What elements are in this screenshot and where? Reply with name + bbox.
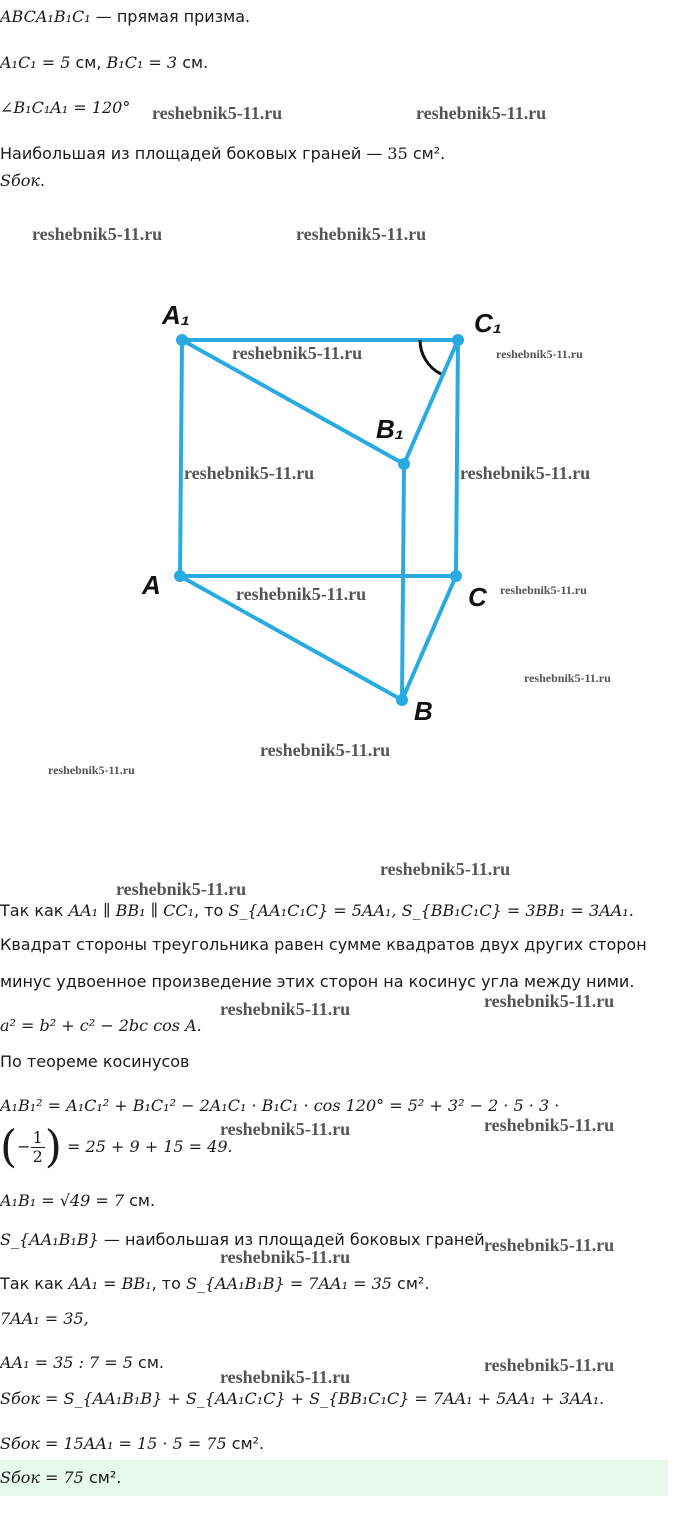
watermark: reshebnik5-11.ru (220, 999, 351, 1019)
s10-unit: см². (391, 1274, 430, 1293)
s12-unit: см. (132, 1353, 165, 1372)
solution-step-2: Квадрат стороны треугольника равен сумме квадратов двух других сторон (0, 935, 647, 954)
edge-bb1 (402, 464, 404, 700)
s1-prefix: Так как (0, 901, 69, 920)
max-face-unit: см². (407, 144, 446, 163)
edge-b1c1 (404, 340, 458, 464)
answer-unit: см². (83, 1468, 122, 1487)
watermark: reshebnik5-11.ru (500, 583, 587, 597)
solution-step-3: минус удвоенное произведение этих сторон на косинус угла между ними. (0, 972, 635, 991)
paren-close: ) (44, 1121, 62, 1173)
solution-step-12 (0, 1352, 164, 1374)
minus-sign: − (17, 1137, 31, 1156)
watermark: reshebnik5-11.ru (296, 224, 427, 244)
watermark: reshebnik5-11.ru (496, 347, 583, 361)
edge-cc1 (456, 340, 458, 576)
label-b1: B₁ (376, 414, 404, 444)
watermark: reshebnik5-11.ru (220, 1367, 351, 1387)
solution-step-7 (0, 1121, 233, 1173)
label-c1: C₁ (474, 308, 502, 338)
vertex-b1 (398, 458, 410, 470)
watermark: reshebnik5-11.ru (152, 103, 283, 123)
given-prism (0, 6, 250, 28)
s9-text: — наибольшая из площадей боковых граней. (98, 1230, 490, 1249)
paren-open: ( (0, 1121, 18, 1173)
solution-step-8 (0, 1190, 155, 1212)
solution-step-13: Sбок = S_{AA₁B₁B} + S_{AA₁C₁C} + S_{BB₁C₁C} = 7AA₁ + 5AA₁ + 3AA₁. (0, 1389, 605, 1408)
vertex-b (396, 694, 408, 706)
solution-step-10 (0, 1273, 429, 1295)
solution-step-11: 7AA₁ = 35, (0, 1309, 89, 1328)
s10-eq: AA₁ = BB₁ (68, 1274, 152, 1293)
solution-step-14 (0, 1433, 264, 1455)
prism-edges (180, 340, 458, 700)
watermark: reshebnik5-11.ru (524, 671, 611, 685)
watermark: reshebnik5-11.ru (416, 103, 547, 123)
given-sides (0, 52, 208, 74)
watermark: reshebnik5-11.ru (236, 584, 367, 604)
s7-result: = 25 + 9 + 15 = 49. (61, 1137, 233, 1156)
watermark: reshebnik5-11.ru (460, 463, 591, 483)
given-angle: ∠B₁C₁A₁ = 120° (0, 98, 131, 117)
side-a1c1: A₁C₁ = 5 (0, 53, 71, 72)
given-max-face (0, 143, 445, 165)
watermark: reshebnik5-11.ru (116, 879, 247, 899)
watermark: reshebnik5-11.ru (48, 763, 135, 777)
watermark: reshebnik5-11.ru (484, 1355, 615, 1375)
s1-areas: S_{AA₁C₁C} = 5AA₁, S_{BB₁C₁C} = 3BB₁ = 3AA₁. (228, 901, 634, 920)
vertices (174, 334, 464, 706)
fraction-half (31, 1129, 45, 1166)
s10-mid: , то (151, 1274, 186, 1293)
s10-prefix: Так как (0, 1274, 69, 1293)
prism-name: ABCA₁B₁C₁ (0, 7, 91, 26)
s1-parallel: AA₁ ∥ BB₁ ∥ CC₁ (68, 901, 195, 920)
law-of-cosines: a² = b² + c² − 2bc cos A. (0, 1016, 202, 1035)
watermark: reshebnik5-11.ru (184, 463, 315, 483)
s8-math: A₁B₁ = √49 = 7 (0, 1191, 125, 1210)
edge-bc (402, 576, 456, 700)
vertex-a (174, 570, 186, 582)
watermark: reshebnik5-11.ru (380, 859, 511, 879)
edge-aa1 (180, 340, 182, 576)
vertex-a1 (176, 334, 188, 346)
solution-step-6: A₁B₁² = A₁C₁² + B₁C₁² − 2A₁C₁ · B₁C₁ · cos 120° = 5² + 3² − 2 · 5 · 3 · (0, 1096, 560, 1115)
watermark: reshebnik5-11.ru (220, 1119, 351, 1139)
watermark: reshebnik5-11.ru (484, 991, 615, 1011)
s12-math: AA₁ = 35 : 7 = 5 (0, 1353, 133, 1372)
label-c: C (468, 582, 487, 612)
label-a: A (142, 570, 161, 600)
frac-num: 1 (32, 1128, 43, 1147)
max-face-value: 35 (387, 144, 408, 163)
watermark: reshebnik5-11.ru (484, 1235, 615, 1255)
answer-math: Sбок = 75 (0, 1468, 84, 1487)
s10-area: S_{AA₁B₁B} = 7AA₁ = 35 (185, 1274, 392, 1293)
s9-math: S_{AA₁B₁B} (0, 1230, 99, 1249)
solution-step-1 (0, 900, 634, 922)
solution-step-5: По теореме косинусов (0, 1052, 190, 1071)
vertex-c1 (452, 334, 464, 346)
unit-a: см, (70, 53, 107, 72)
s14-math: Sбок = 15AA₁ = 15 · 5 = 75 (0, 1434, 227, 1453)
frac-den: 2 (32, 1147, 43, 1166)
s1-mid: , то (194, 901, 229, 920)
angle-arc (420, 340, 441, 374)
watermark: reshebnik5-11.ru (32, 224, 163, 244)
label-b: B (414, 696, 433, 726)
side-b1c1: B₁C₁ = 3 (106, 53, 178, 72)
watermark: reshebnik5-11.ru (220, 1247, 351, 1267)
watermark: reshebnik5-11.ru (260, 740, 391, 760)
label-a1: A₁ (162, 300, 190, 330)
max-face-text: Наибольшая из площадей боковых граней — (0, 144, 388, 163)
vertex-c (450, 570, 462, 582)
watermark: reshebnik5-11.ru (484, 1115, 615, 1135)
prism-text: — прямая призма. (90, 7, 251, 26)
answer-line (0, 1467, 121, 1489)
unit-b: см. (177, 53, 209, 72)
given-find: Sбок. (0, 171, 45, 190)
s8-unit: см. (124, 1191, 156, 1210)
s14-unit: см². (226, 1434, 265, 1453)
watermark: reshebnik5-11.ru (232, 343, 363, 363)
